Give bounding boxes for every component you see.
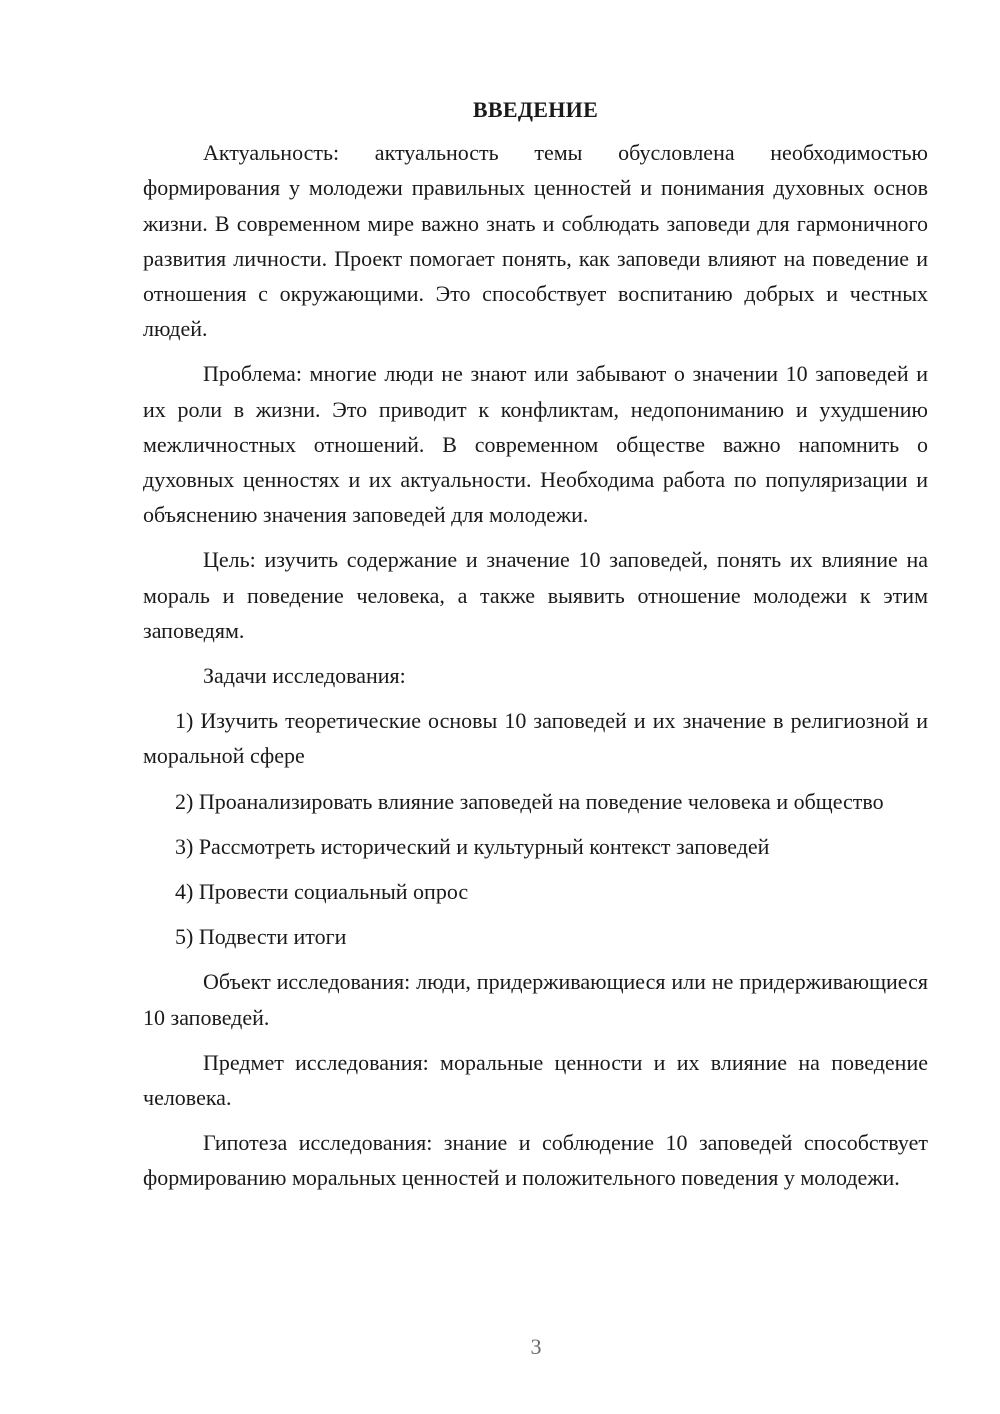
page-title: ВВЕДЕНИЕ [472,97,599,122]
relevance-paragraph: Актуальность: актуальность темы обусловлена необходимостью формирования у молодежи правильных ценностей и понимания духовных основ жизни. В современном мире важно знать и соблюдать заповеди для гармоничного развития личности. Проект помогает понять, как заповеди влияют на поведение и отношения с окружающими. Это способствует воспитанию добрых и честных людей. [143,140,928,342]
subject-paragraph: Предмет исследования: моральные ценности и их влияние на поведение человека. [143,1049,928,1111]
problem-paragraph: Проблема: многие люди не знают или забывают о значении 10 заповедей и их роли в жизни. Это приводит к конфликтам, недопониманию и ухудшению межличностных отношений. В современном обществе важно напомнить о духовных ценностях и их актуальности. Необходима работа по популяризации и объяснению значения заповедей для молодежи. [143,361,928,528]
task-item: 4) Провести социальный опрос [175,879,469,905]
object-paragraph: Объект исследования: люди, придерживающиеся или не придерживающиеся 10 заповедей. [143,969,928,1030]
page-number: 3 [530,1334,542,1359]
document-page [143,92,928,1206]
tasks-heading: Задачи исследования: [203,663,406,689]
hypothesis-paragraph: Гипотеза исследования: знание и соблюдение 10 заповедей способствует формированию моральных ценностей и положительного поведения у молодежи. [143,1130,928,1191]
task-item: 1) Изучить теоретические основы 10 заповедей и их значение в религиозной и моральной сфере [143,708,928,769]
goal-paragraph: Цель: изучить содержание и значение 10 заповедей, понять их влияние на мораль и поведение человека, а также выявить отношение молодежи к этим заповедям. [143,547,928,643]
task-item: 5) Подвести итоги [175,924,347,950]
task-item: 2) Проанализировать влияние заповедей на поведение человека и общество [175,788,884,814]
task-item: 3) Рассмотреть исторический и культурный контекст заповедей [175,833,770,859]
